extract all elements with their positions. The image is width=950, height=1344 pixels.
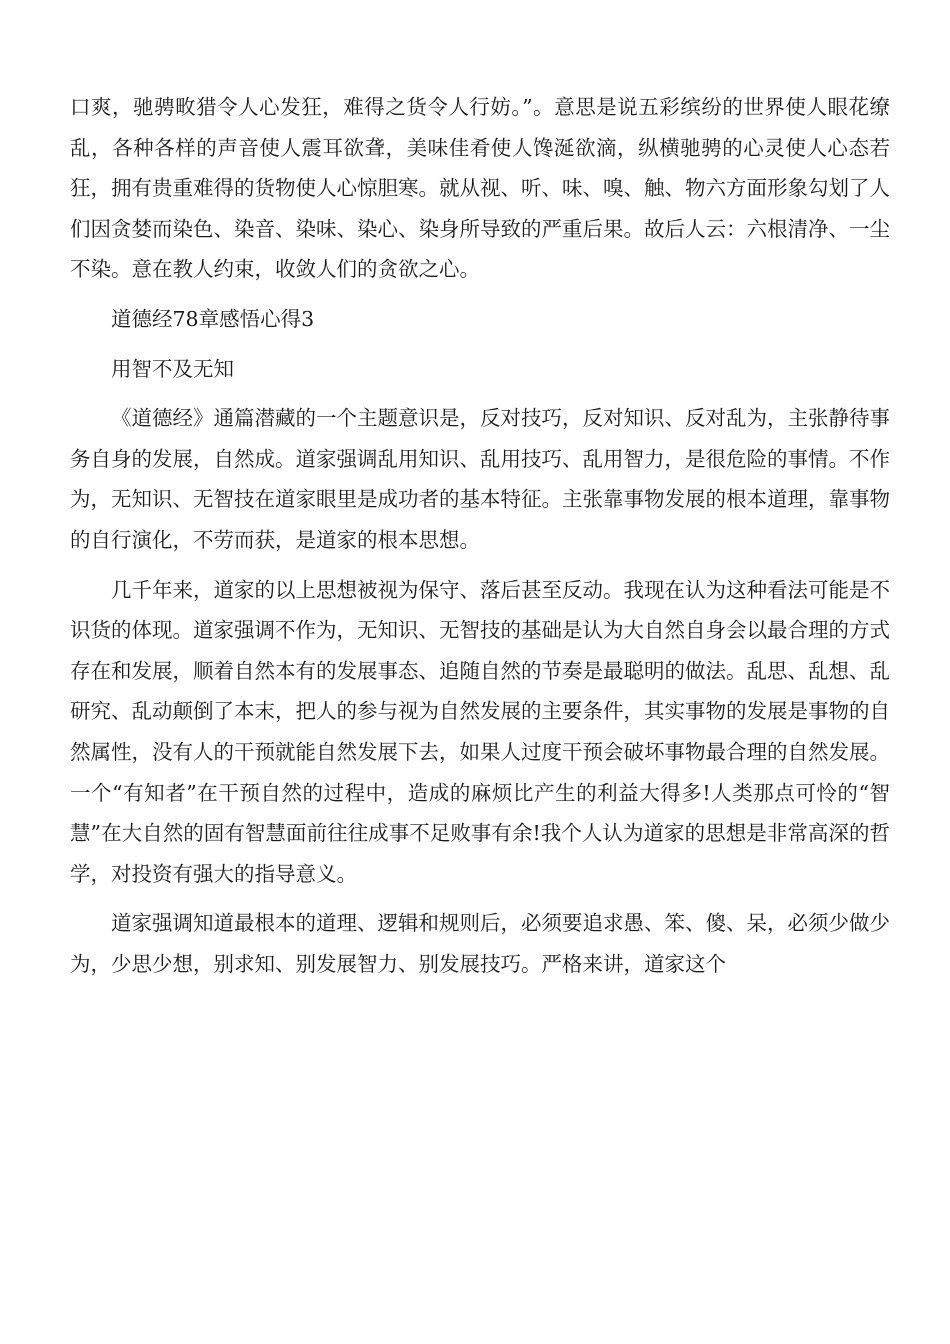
paragraph: 几千年来，道家的以上思想被视为保守、落后甚至反动。我现在认为这种看法可能是不识货的体现。道家强调不作为，无知识、无智技的基础是认为大自然自身会以最合理的方式存在和发展，顺着自然本有的发展事态、追随自然的节奏是最聪明的做法。乱思、乱想、乱研究、乱动颠倒了本末，把人的参与视为自然发展的主要条件，其实事物的发展是事物的自然属性，没有人的干预就能自然发展下去，如果人过度干预会破坏事物最合理的自然发展。一个“有知者”在干预自然的过程中，造成的麻烦比产生的利益大得多!人类那点可怜的“智慧”在大自然的固有智慧面前往往成事不足败事有余!我个人认为道家的思想是非常高深的哲学，对投资有强大的指导意义。 <box>70 577 890 886</box>
section-heading: 道德经78章感悟心得3 <box>111 306 315 331</box>
document-body <box>70 87 890 993</box>
paragraph: 道家强调知道最根本的道理、逻辑和规则后，必须要追求愚、笨、傻、呆，必须少做少为，少思少想，别求知、别发展智力、别发展技巧。严格来讲，道家这个 <box>70 911 890 976</box>
section-subheading: 用智不及无知 <box>111 356 234 381</box>
paragraph: 《道德经》通篇潜藏的一个主题意识是，反对技巧，反对知识、反对乱为，主张静待事务自身的发展，自然成。道家强调乱用知识、乱用技巧、乱用智力，是很危险的事情。不作为，无知识、无智技在道家眼里是成功者的基本特征。主张靠事物发展的根本道理，靠事物的自行演化，不劳而获，是道家的根本思想。 <box>70 406 890 552</box>
paragraph-continuation: 口爽，驰骋畋猎令人心发狂，难得之货令人行妨。”。意思是说五彩缤纷的世界使人眼花缭乱，各种各样的声音使人震耳欲聋，美味佳肴使人馋涎欲滴，纵横驰骋的心灵使人心态若狂，拥有贵重难得的货物使人心惊胆寒。就从视、听、味、嗅、触、物六方面形象勾划了人们因贪婪而染色、染音、染味、染心、染身所导致的严重后果。故后人云：六根清净、一尘不染。意在教人约束，收敛人们的贪欲之心。 <box>70 95 890 282</box>
